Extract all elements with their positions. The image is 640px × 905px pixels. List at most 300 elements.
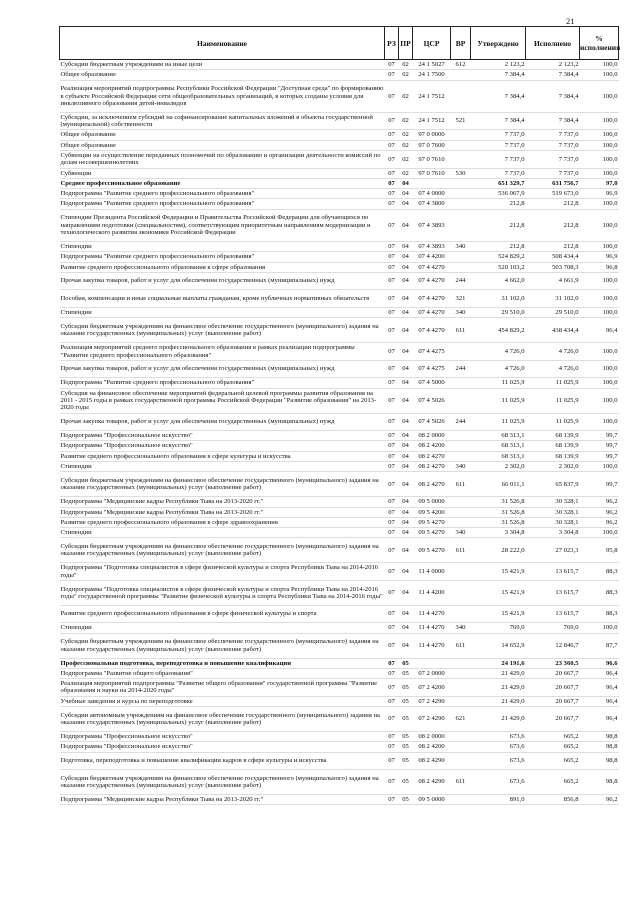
table-row (60, 388, 619, 413)
row-csr: 08 2 4270 (413, 451, 451, 461)
row-rz: 07 (385, 795, 399, 805)
row-pr: 04 (399, 580, 413, 605)
row-pr: 04 (399, 308, 413, 318)
row-vr (451, 378, 471, 388)
table-row (60, 168, 619, 178)
row-percent: 96,4 (580, 679, 619, 697)
row-rz: 07 (385, 623, 399, 633)
row-csr: 24 1 7500 (413, 70, 451, 80)
row-rz: 07 (385, 150, 399, 168)
row-rz: 07 (385, 633, 399, 658)
table-row (60, 563, 619, 581)
row-percent: 99,7 (580, 451, 619, 461)
row-pr: 04 (399, 605, 413, 623)
row-executed: 68 139,9 (526, 431, 580, 441)
row-approved: 68 313,1 (471, 441, 526, 451)
row-csr: 07 4 3800 (413, 199, 451, 209)
row-vr: 621 (451, 707, 471, 732)
row-approved: 7 384,4 (471, 112, 526, 130)
row-pr: 05 (399, 658, 413, 668)
row-executed: 23 360,5 (526, 658, 580, 668)
table-row (60, 517, 619, 527)
row-csr: 11 4 4270 (413, 605, 451, 623)
row-executed: 665,2 (526, 770, 580, 795)
row-rz: 07 (385, 517, 399, 527)
row-vr: 530 (451, 168, 471, 178)
row-rz: 07 (385, 252, 399, 262)
row-percent: 96,4 (580, 318, 619, 343)
row-vr: 611 (451, 633, 471, 658)
row-vr (451, 189, 471, 199)
row-vr (451, 252, 471, 262)
table-row (60, 130, 619, 140)
row-percent: 96,4 (580, 707, 619, 732)
row-executed: 27 023,3 (526, 538, 580, 563)
page-number: 21 (566, 16, 575, 26)
row-executed: 212,8 (526, 209, 580, 241)
row-name: Субсидии бюджетным учреждениям на финансовое обеспечение государственного (муниципального) задания на оказание государственных (муниципальных) услуг (выполнение работ) (60, 318, 385, 343)
row-name: Прочая закупка товаров, работ и услуг для обеспечения государственных (муниципальных) нужд (60, 272, 385, 290)
row-rz: 07 (385, 742, 399, 752)
row-rz: 07 (385, 679, 399, 697)
table-row (60, 696, 619, 706)
row-name: Стипендии (60, 462, 385, 472)
row-rz: 07 (385, 290, 399, 308)
row-percent: 100,0 (580, 378, 619, 388)
row-executed: 20 667,7 (526, 696, 580, 706)
row-rz: 07 (385, 472, 399, 497)
row-csr: 24 1 7512 (413, 80, 451, 112)
row-approved: 7 737,0 (471, 140, 526, 150)
row-name: Субсидии бюджетным учреждениям на финансовое обеспечение государственного (муниципального) задания на оказание государственных (муниципальных) услуг (выполнение работ) (60, 633, 385, 658)
row-percent: 100,0 (580, 140, 619, 150)
table-row (60, 605, 619, 623)
row-percent: 96,8 (580, 262, 619, 272)
row-pr: 02 (399, 80, 413, 112)
table-row (60, 668, 619, 678)
row-vr: 611 (451, 538, 471, 563)
row-pr: 04 (399, 472, 413, 497)
row-approved: 11 025,9 (471, 388, 526, 413)
row-csr: 08 2 4200 (413, 742, 451, 752)
row-approved: 14 652,9 (471, 633, 526, 658)
row-approved: 15 421,9 (471, 580, 526, 605)
row-pr: 05 (399, 795, 413, 805)
row-csr: 08 2 4270 (413, 472, 451, 497)
row-name: Подпрограмма "Развитие общего образования" (60, 668, 385, 678)
table-row (60, 262, 619, 272)
row-approved: 524 829,2 (471, 252, 526, 262)
table-row (60, 343, 619, 361)
row-pr: 05 (399, 679, 413, 697)
row-executed: 20 667,7 (526, 668, 580, 678)
row-vr (451, 150, 471, 168)
row-csr: 07 4 4270 (413, 318, 451, 343)
row-percent: 96,6 (580, 658, 619, 668)
budget-execution-table (59, 26, 619, 805)
row-name: Субвенции (60, 168, 385, 178)
row-executed: 68 139,9 (526, 441, 580, 451)
row-name: Развитие среднего профессионального образования в сфере культуры и искусства (60, 451, 385, 461)
row-pr: 04 (399, 462, 413, 472)
table-row (60, 623, 619, 633)
row-executed: 13 615,7 (526, 563, 580, 581)
row-percent: 96,9 (580, 189, 619, 199)
row-csr: 11 4 4270 (413, 633, 451, 658)
row-name: Подготовка, переподготовка и повышение квалификации кадров в сфере культуры и искусства (60, 752, 385, 770)
row-csr: 07 2 4290 (413, 707, 451, 732)
row-pr: 05 (399, 696, 413, 706)
row-vr (451, 668, 471, 678)
table-row (60, 272, 619, 290)
table-row (60, 731, 619, 741)
row-vr: 244 (451, 413, 471, 431)
row-name: Стипендии (60, 308, 385, 318)
table-row (60, 658, 619, 668)
row-name: Подпрограмма "Развитие среднего профессионального образования" (60, 199, 385, 209)
row-pr: 04 (399, 178, 413, 188)
row-vr (451, 679, 471, 697)
row-rz: 07 (385, 189, 399, 199)
row-executed: 7 737,0 (526, 140, 580, 150)
row-csr: 07 4 5026 (413, 413, 451, 431)
row-executed: 11 025,9 (526, 378, 580, 388)
table-row (60, 431, 619, 441)
table-row (60, 497, 619, 507)
row-approved: 15 421,9 (471, 605, 526, 623)
row-vr (451, 517, 471, 527)
row-csr: 07 4 5026 (413, 388, 451, 413)
header-executed: Исполнено (526, 27, 580, 60)
table-row (60, 80, 619, 112)
row-vr (451, 580, 471, 605)
row-name: Субвенции на осуществление переданных полномочий по образованию и организации деятельности комиссий по делам несовершеннолетних (60, 150, 385, 168)
row-rz: 07 (385, 178, 399, 188)
row-name: Субсидии бюджетным учреждениям на иные цели (60, 60, 385, 70)
row-csr (413, 658, 451, 668)
row-rz: 07 (385, 707, 399, 732)
table-row (60, 538, 619, 563)
row-percent: 100,0 (580, 60, 619, 70)
row-name: Подпрограмма "Медицинские кадры Республики Тыва на 2013-2020 гг." (60, 507, 385, 517)
row-csr: 07 4 4270 (413, 308, 451, 318)
row-rz: 07 (385, 60, 399, 70)
row-pr: 05 (399, 668, 413, 678)
table-row (60, 580, 619, 605)
row-vr (451, 742, 471, 752)
row-rz: 07 (385, 378, 399, 388)
table-row (60, 441, 619, 451)
table-row (60, 770, 619, 795)
row-percent: 96,2 (580, 507, 619, 517)
row-csr: 11 4 4200 (413, 580, 451, 605)
row-executed: 7 384,4 (526, 112, 580, 130)
row-percent: 100,0 (580, 272, 619, 290)
row-executed: 65 837,9 (526, 472, 580, 497)
row-approved: 21 429,0 (471, 696, 526, 706)
row-rz: 07 (385, 752, 399, 770)
row-vr: 612 (451, 60, 471, 70)
row-rz: 07 (385, 272, 399, 290)
row-csr: 09 5 4270 (413, 517, 451, 527)
row-approved: 29 510,0 (471, 308, 526, 318)
row-rz: 07 (385, 563, 399, 581)
row-pr: 04 (399, 623, 413, 633)
row-percent: 96,2 (580, 517, 619, 527)
row-percent: 97,0 (580, 178, 619, 188)
row-csr: 07 4 4275 (413, 343, 451, 361)
row-executed: 13 615,7 (526, 605, 580, 623)
row-approved: 31 526,8 (471, 507, 526, 517)
row-rz: 07 (385, 731, 399, 741)
row-name: Подпрограмма "Профессиональное искусство" (60, 441, 385, 451)
row-percent: 96,4 (580, 668, 619, 678)
row-approved: 891,0 (471, 795, 526, 805)
row-approved: 536 067,9 (471, 189, 526, 199)
table-row (60, 451, 619, 461)
row-pr: 04 (399, 209, 413, 241)
row-name: Подпрограмма "Подготовка специалистов в сфере физической культуры и спорта Республики Тыва на 2014-2016 годы" (60, 563, 385, 581)
row-pr: 02 (399, 168, 413, 178)
row-percent: 100,0 (580, 199, 619, 209)
row-rz: 07 (385, 605, 399, 623)
row-rz: 07 (385, 360, 399, 378)
row-percent: 98,8 (580, 770, 619, 795)
row-csr: 97 0 7610 (413, 168, 451, 178)
row-name: Подпрограмма "Развитие среднего профессионального образования" (60, 378, 385, 388)
row-pr: 04 (399, 451, 413, 461)
row-rz: 07 (385, 770, 399, 795)
table-row (60, 112, 619, 130)
row-percent: 87,7 (580, 633, 619, 658)
row-percent: 100,0 (580, 80, 619, 112)
row-csr: 08 2 4290 (413, 752, 451, 770)
row-vr (451, 795, 471, 805)
row-vr (451, 431, 471, 441)
row-percent: 95,8 (580, 538, 619, 563)
table-row (60, 241, 619, 251)
row-name: Субсидии, за исключением субсидий на софинансирование капитальных вложений в объекты государственной (муниципальной) собственности (60, 112, 385, 130)
row-percent: 100,0 (580, 112, 619, 130)
table-row (60, 795, 619, 805)
row-name: Развитие среднего профессионального образования в сфере физической культуры и спорта (60, 605, 385, 623)
row-percent: 99,7 (580, 472, 619, 497)
row-percent: 99,7 (580, 431, 619, 441)
row-approved: 673,6 (471, 731, 526, 741)
row-executed: 7 384,4 (526, 70, 580, 80)
row-percent: 100,0 (580, 388, 619, 413)
row-rz: 07 (385, 140, 399, 150)
row-rz: 07 (385, 462, 399, 472)
row-approved: 651 329,7 (471, 178, 526, 188)
row-pr: 04 (399, 517, 413, 527)
row-executed: 11 025,9 (526, 413, 580, 431)
row-pr: 04 (399, 189, 413, 199)
row-vr: 611 (451, 318, 471, 343)
row-pr: 04 (399, 199, 413, 209)
table-row (60, 140, 619, 150)
row-executed: 508 434,4 (526, 252, 580, 262)
row-csr: 07 4 0000 (413, 189, 451, 199)
row-vr: 340 (451, 462, 471, 472)
row-approved: 212,8 (471, 241, 526, 251)
row-rz: 07 (385, 262, 399, 272)
row-approved: 31 526,8 (471, 517, 526, 527)
row-name: Стипендии (60, 623, 385, 633)
table-row (60, 178, 619, 188)
row-pr: 04 (399, 441, 413, 451)
row-percent: 100,0 (580, 290, 619, 308)
row-percent: 88,3 (580, 580, 619, 605)
header-approved: Утверждено (471, 27, 526, 60)
row-csr: 08 2 4200 (413, 441, 451, 451)
row-approved: 7 384,4 (471, 70, 526, 80)
row-rz: 07 (385, 668, 399, 678)
row-pr: 04 (399, 318, 413, 343)
header-vr: ВР (451, 27, 471, 60)
row-csr: 07 4 4275 (413, 360, 451, 378)
row-pr: 04 (399, 388, 413, 413)
row-rz: 07 (385, 168, 399, 178)
row-percent: 96,9 (580, 252, 619, 262)
row-csr: 09 5 4200 (413, 507, 451, 517)
row-pr: 05 (399, 770, 413, 795)
row-executed: 212,8 (526, 199, 580, 209)
row-pr: 02 (399, 70, 413, 80)
row-executed: 4 726,0 (526, 360, 580, 378)
row-percent: 96,2 (580, 497, 619, 507)
row-rz: 07 (385, 538, 399, 563)
row-executed: 2 123,2 (526, 60, 580, 70)
row-vr (451, 140, 471, 150)
row-vr: 611 (451, 770, 471, 795)
row-executed: 31 102,0 (526, 290, 580, 308)
row-pr: 04 (399, 528, 413, 538)
row-csr: 07 2 0000 (413, 668, 451, 678)
row-name: Прочая закупка товаров, работ и услуг для обеспечения государственных (муниципальных) нужд (60, 413, 385, 431)
row-executed: 631 756,7 (526, 178, 580, 188)
row-pr: 02 (399, 130, 413, 140)
row-approved: 7 384,4 (471, 80, 526, 112)
row-approved: 212,8 (471, 209, 526, 241)
row-rz: 07 (385, 497, 399, 507)
row-approved: 21 429,0 (471, 707, 526, 732)
row-percent: 100,0 (580, 150, 619, 168)
row-rz: 07 (385, 507, 399, 517)
row-rz: 07 (385, 658, 399, 668)
row-approved: 68 313,1 (471, 431, 526, 441)
row-approved: 28 222,0 (471, 538, 526, 563)
row-rz: 07 (385, 112, 399, 130)
row-rz: 07 (385, 451, 399, 461)
row-approved: 3 304,8 (471, 528, 526, 538)
row-csr: 07 2 4200 (413, 679, 451, 697)
row-name: Реализация мероприятий подпрограммы Республики Российской Федерации "Доступная среда" по формированию в субъекте Российской Федерации сети общеобразовательных организаций, в которых созданы условия для инклюзивного образования детей-инвалидов (60, 80, 385, 112)
row-name: Субсидии бюджетным учреждениям на финансовое обеспечение государственного (муниципального) задания на оказание государственных (муниципальных) услуг (выполнение работ) (60, 538, 385, 563)
row-name: Подпрограмма "Развитие среднего профессионального образования" (60, 252, 385, 262)
row-rz: 07 (385, 130, 399, 140)
row-percent: 100,0 (580, 343, 619, 361)
row-vr (451, 605, 471, 623)
row-rz: 07 (385, 343, 399, 361)
row-rz: 07 (385, 241, 399, 251)
row-pr: 04 (399, 343, 413, 361)
row-executed: 769,0 (526, 623, 580, 633)
row-pr: 05 (399, 742, 413, 752)
row-rz: 07 (385, 580, 399, 605)
row-vr (451, 731, 471, 741)
table-row (60, 707, 619, 732)
row-csr: 07 4 3893 (413, 209, 451, 241)
row-approved: 454 829,2 (471, 318, 526, 343)
row-name: Подпрограмма "Профессиональное искусство" (60, 431, 385, 441)
row-csr: 24 1 5027 (413, 60, 451, 70)
row-name: Реализация мероприятий подпрограммы "Развитие общего образования" государственной программы "Развитие образования и науки на 2014-2020 годы" (60, 679, 385, 697)
row-csr: 97 0 7600 (413, 140, 451, 150)
row-vr (451, 388, 471, 413)
row-percent: 100,0 (580, 528, 619, 538)
row-percent: 100,0 (580, 168, 619, 178)
row-rz: 07 (385, 528, 399, 538)
row-vr: 321 (451, 290, 471, 308)
row-approved: 11 025,9 (471, 413, 526, 431)
table-row (60, 252, 619, 262)
row-percent: 88,3 (580, 605, 619, 623)
row-vr (451, 343, 471, 361)
row-name: Стипендии (60, 528, 385, 538)
row-pr: 04 (399, 538, 413, 563)
row-name: Общее образование (60, 70, 385, 80)
row-vr (451, 80, 471, 112)
row-csr: 08 2 0000 (413, 431, 451, 441)
table-row (60, 70, 619, 80)
row-approved: 31 102,0 (471, 290, 526, 308)
row-percent: 100,0 (580, 130, 619, 140)
row-executed: 2 302,0 (526, 462, 580, 472)
row-vr: 244 (451, 272, 471, 290)
row-csr: 07 4 4270 (413, 262, 451, 272)
row-percent: 98,8 (580, 742, 619, 752)
row-executed: 30 328,1 (526, 507, 580, 517)
row-vr (451, 70, 471, 80)
header-name: Наименование (60, 27, 385, 60)
row-rz: 07 (385, 696, 399, 706)
row-executed: 4 726,0 (526, 343, 580, 361)
row-name: Подпрограмма "Профессиональное искусство" (60, 731, 385, 741)
row-executed: 438 434,4 (526, 318, 580, 343)
row-executed: 665,2 (526, 752, 580, 770)
row-vr: 340 (451, 528, 471, 538)
row-rz: 07 (385, 80, 399, 112)
row-pr: 04 (399, 497, 413, 507)
table-row (60, 633, 619, 658)
row-percent: 100,0 (580, 70, 619, 80)
row-percent: 98,8 (580, 731, 619, 741)
row-csr: 07 4 4270 (413, 272, 451, 290)
row-approved: 7 737,0 (471, 150, 526, 168)
row-rz: 07 (385, 199, 399, 209)
row-vr (451, 199, 471, 209)
row-executed: 519 673,0 (526, 189, 580, 199)
row-pr: 04 (399, 290, 413, 308)
row-csr: 11 4 0000 (413, 563, 451, 581)
row-executed: 665,2 (526, 742, 580, 752)
row-rz: 07 (385, 308, 399, 318)
row-vr: 521 (451, 112, 471, 130)
row-vr: 340 (451, 308, 471, 318)
row-approved: 11 025,9 (471, 378, 526, 388)
row-csr: 07 4 4200 (413, 252, 451, 262)
